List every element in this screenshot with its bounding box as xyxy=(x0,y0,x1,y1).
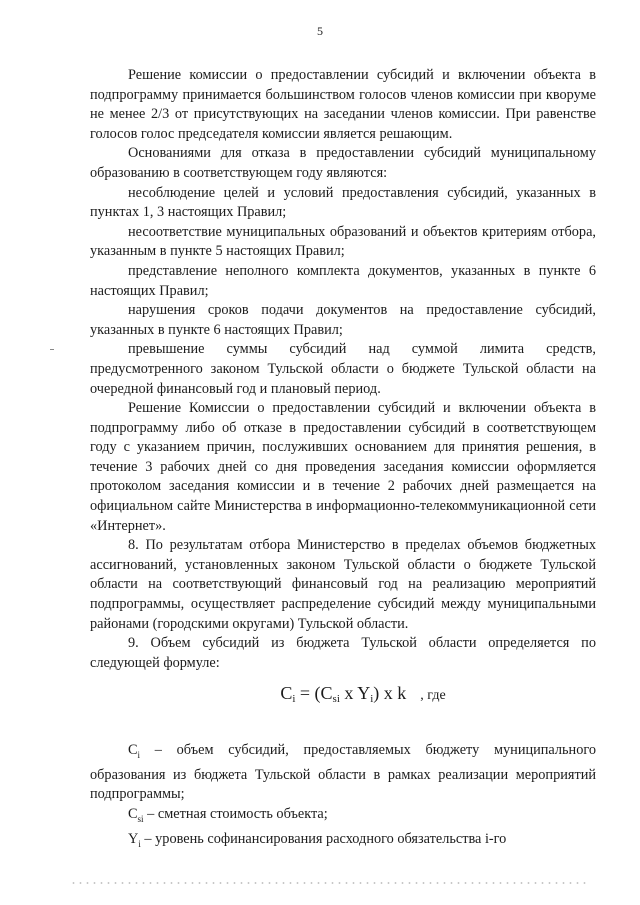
paragraph: Решение Комиссии о предоставлении субсидий и включении объекта в подпрограмму либо об отказе в предоставлении субсидий в соответствующем году с указанием причин, послуживших основанием для принятия решения, в течение 3 рабочих дней со дня проведения заседания комиссии оформляется протоколом заседания комиссии и в течение 2 рабочих дней размещается на официальном сайте Министерства в информационно-телекоммуникационной сети «Интернет». xyxy=(90,400,596,534)
definition-text: – уровень софинансирования расходного обязательства i-го xyxy=(140,830,507,847)
paragraph: 8. По результатам отбора Министерство в пределах объемов бюджетных ассигнований, установленных законом Тульской области о бюджете Тульской области на соответствующий финансовый год на реализацию мероприятий подпрограммы, осуществляет распределение субсидий между муниципальными районами (городскими округами) Тульской области. xyxy=(90,537,596,632)
subsidy-formula xyxy=(90,681,596,711)
definition-text: – объем субсидий, предоставляемых бюджету муниципального образования из бюджета Тульской области в рамках реализации мероприятий подпрограммы; xyxy=(90,742,596,803)
formula-y-subscript: i xyxy=(370,693,374,706)
paragraph: Решение комиссии о предоставлении субсидий и включении объекта в подпрограмму принимается большинством голосов членов комиссии при кворуме не менее 2/3 от присутствующих на заседании членов комиссии. При равенстве голосов голос председателя комиссии является решающим. xyxy=(90,67,596,142)
scan-margin-mark xyxy=(50,349,54,350)
paragraph: превышение суммы субсидий над суммой лимита средств, предусмотренного законом Тульской области о бюджете Тульской области на очередной финансовый год и плановый период. xyxy=(90,341,596,397)
definition-yi xyxy=(90,830,596,854)
scan-footer-dots xyxy=(70,880,590,886)
paragraph: несоответствие муниципальных образований и объектов критериям отбора, указанным в пункте 5 настоящих Правил; xyxy=(90,223,596,260)
formula-c-subscript: i xyxy=(292,693,296,706)
definition-symbol: C xyxy=(128,806,138,823)
definition-symbol: Y xyxy=(128,830,139,847)
formula-times-y: x Y xyxy=(339,683,371,704)
paragraph: Основаниями для отказа в предоставлении субсидий муниципальному образованию в соответствующем году являются: xyxy=(90,145,596,181)
definition-ci xyxy=(90,741,596,805)
page-number: 5 xyxy=(317,24,323,38)
formula-close: ) x k xyxy=(373,683,407,704)
paragraph: представление неполного комплекта документов, указанных в пункте 6 настоящих Правил; xyxy=(90,262,596,299)
paragraph: несоблюдение целей и условий предоставления субсидий, указанных в пунктах 1, 3 настоящих Правил; xyxy=(90,184,596,221)
definition-symbol: C xyxy=(128,742,138,759)
definition-subscript: i xyxy=(137,750,141,761)
formula-c: C xyxy=(280,683,293,704)
paragraph: нарушения сроков подачи документов на предоставление субсидий, указанных в пункте 6 настоящих Правил; xyxy=(90,302,596,338)
paragraph: 9. Объем субсидий из бюджета Тульской области определяется по следующей формуле: xyxy=(90,635,596,671)
definition-subscript: i xyxy=(138,838,141,849)
document-body xyxy=(90,66,596,854)
formula-csi-subscript: si xyxy=(332,693,340,706)
definition-subscript: si xyxy=(137,813,144,824)
formula-tail: , где xyxy=(420,688,446,704)
definition-csi xyxy=(90,805,596,829)
formula-equals: = (C xyxy=(295,683,333,704)
definition-text: – сметная стоимость объекта; xyxy=(143,806,328,823)
